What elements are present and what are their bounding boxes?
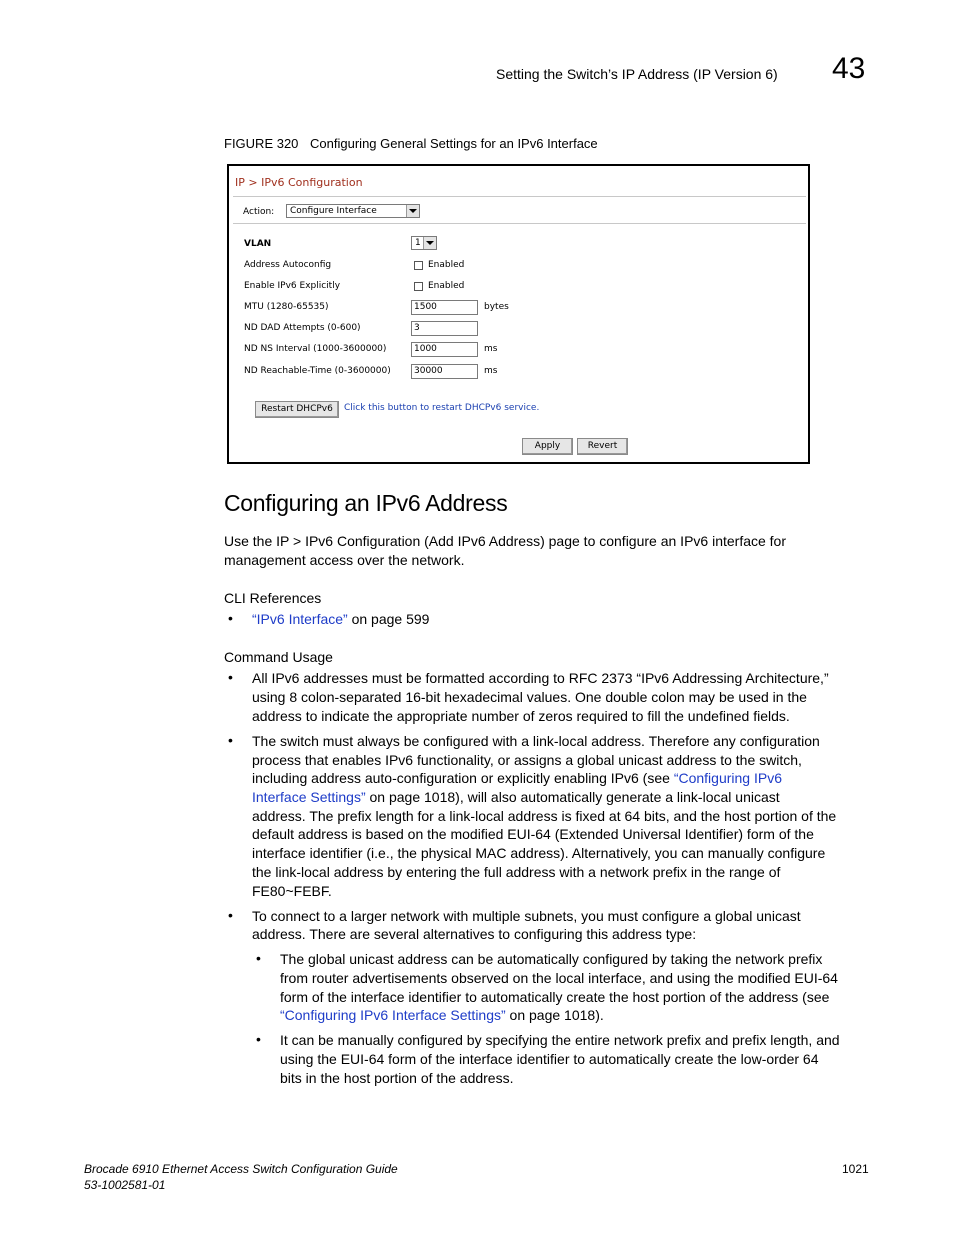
ns-interval-input[interactable]: 1000: [411, 342, 478, 357]
bullet-2-line-7: interface identifier (i.e., the physical MAC address). Alternatively, you can manually configure: [252, 845, 826, 861]
bullet-2-line-4: [252, 788, 780, 807]
bullet: •: [228, 610, 233, 626]
bullet-2-line-8: the link-local address by entering the full address with a network prefix in the range of: [252, 864, 781, 880]
sub-bullet-1-line-2: from router advertisements observed on the local interface, and using the modified EUI-64: [280, 970, 838, 986]
vlan-select[interactable]: [411, 236, 437, 250]
command-usage-heading: Command Usage: [224, 649, 333, 665]
section-heading: Configuring an IPv6 Address: [224, 490, 508, 516]
bullet-2-line-3: [252, 769, 782, 788]
explicit-checkbox[interactable]: [414, 282, 423, 291]
bullet-2-line-5: address. The prefix length for a link-local address is fixed at 64 bits, and the host portion of the: [252, 808, 837, 824]
bullet-2-line-4-text: on page 1018), will also automatically generate a link-local unicast: [365, 789, 780, 805]
reachable-time-unit: ms: [484, 366, 498, 376]
sub-bullet-1-line-4-text: on page 1018).: [505, 1007, 604, 1023]
ns-interval-unit: ms: [484, 344, 498, 354]
sub-bullet-1-line-1: The global unicast address can be automatically configured by taking the network prefix: [280, 951, 823, 967]
figure-label: FIGURE 320: [224, 136, 299, 151]
dad-label: ND DAD Attempts (0-600): [244, 323, 361, 333]
sub-bullet: •: [256, 1031, 261, 1047]
chapter-number: 43: [832, 52, 866, 85]
bullet-2-line-9: FE80~FEBF.: [252, 883, 332, 899]
apply-button[interactable]: Apply: [522, 438, 573, 455]
chevron-down-icon[interactable]: [406, 205, 419, 217]
vlan-select-value: 1: [415, 238, 421, 248]
autoconfig-label: Address Autoconfig: [244, 260, 332, 270]
bullet-2-line-3-text: including address auto-configuration or explicitly enabling IPv6 (see: [252, 770, 674, 786]
bullet: •: [228, 907, 233, 923]
bullet-2-line-6: default address is based on the modified EUI-64 (Extended Universal Identifier) form of the: [252, 826, 814, 842]
autoconfig-enabled-text: Enabled: [428, 260, 465, 270]
autoconfig-checkbox[interactable]: [414, 261, 423, 270]
bullet-2-line-2: process that enables IPv6 functionality, or assigns a global unicast address to the switch,: [252, 752, 802, 768]
dad-input[interactable]: 3: [411, 321, 478, 336]
footer-page-number: 1021: [842, 1162, 869, 1176]
sub-bullet: •: [256, 950, 261, 966]
intro-line-2: management access over the network.: [224, 552, 465, 568]
action-select[interactable]: [286, 204, 420, 218]
ui-page-title: IP > IPv6 Configuration: [235, 176, 363, 189]
sub-bullet-2-line-2: using the EUI-64 form of the interface identifier to automatically create the low-order 64: [280, 1051, 819, 1067]
restart-dhcpv6-button[interactable]: Restart DHCPv6: [255, 401, 339, 418]
explicit-enabled-text: Enabled: [428, 281, 465, 291]
cli-reference-page: on page 599: [347, 611, 430, 627]
ns-interval-label: ND NS Interval (1000-3600000): [244, 344, 387, 354]
cli-reference-item: [252, 610, 429, 629]
reachable-time-label: ND Reachable-Time (0-3600000): [244, 366, 391, 376]
configuring-ipv6-link-cont[interactable]: Interface Settings”: [252, 789, 366, 805]
sub-bullet-2-line-3: bits in the host portion of the address.: [280, 1070, 514, 1086]
sub-bullet-1-line-4: [280, 1006, 604, 1025]
cli-reference-link[interactable]: “IPv6 Interface”: [252, 611, 348, 627]
sub-bullet-2-line-1: It can be manually configured by specifying the entire network prefix and prefix length, and: [280, 1032, 840, 1048]
bullet: •: [228, 732, 233, 748]
action-select-value: Configure Interface: [290, 206, 377, 216]
footer-guide-title: Brocade 6910 Ethernet Access Switch Configuration Guide: [84, 1162, 398, 1176]
bullet-1-line-2: using 8 colon-separated 16-bit hexadecimal values. One double colon may be used in the: [252, 689, 807, 705]
mtu-unit: bytes: [484, 302, 509, 312]
reachable-time-input[interactable]: 30000: [411, 364, 478, 379]
bullet-2-line-1: The switch must always be configured with a link-local address. Therefore any configuration: [252, 733, 820, 749]
chevron-down-icon[interactable]: [423, 237, 436, 249]
bullet-3-line-1: To connect to a larger network with multiple subnets, you must configure a global unicast: [252, 908, 801, 924]
figure-caption-text: Configuring General Settings for an IPv6 Interface: [310, 136, 598, 151]
intro-line-1: Use the IP > IPv6 Configuration (Add IPv6 Address) page to configure an IPv6 interface for: [224, 533, 787, 549]
sub-bullet-1-line-3: form of the interface identifier to automatically create the host portion of the address (see: [280, 989, 830, 1005]
revert-button[interactable]: Revert: [577, 438, 628, 455]
bullet-1-line-1: All IPv6 addresses must be formatted according to RFC 2373 “IPv6 Addressing Architecture,”: [252, 670, 829, 686]
running-header-title: Setting the Switch’s IP Address (IP Version 6): [496, 66, 778, 82]
vlan-label: VLAN: [244, 239, 272, 249]
cli-references-heading: CLI References: [224, 590, 322, 606]
bullet-3-line-2: address. There are several alternatives to configuring this address type:: [252, 926, 697, 942]
ipv6-config-screenshot: [227, 164, 810, 464]
restart-hint: Click this button to restart DHCPv6 service.: [344, 403, 540, 413]
footer-doc-id: 53-1002581-01: [84, 1178, 166, 1192]
configuring-ipv6-link[interactable]: “Configuring IPv6: [673, 770, 782, 786]
explicit-label: Enable IPv6 Explicitly: [244, 281, 341, 291]
figure-caption: [224, 136, 598, 151]
action-label: Action:: [243, 207, 275, 217]
mtu-label: MTU (1280-65535): [244, 302, 329, 312]
divider: [233, 196, 806, 197]
bullet-1-line-3: address to indicate the appropriate number of zeros required to fill the undefined fields.: [252, 708, 790, 724]
configuring-ipv6-settings-link[interactable]: “Configuring IPv6 Interface Settings”: [280, 1007, 506, 1023]
mtu-input[interactable]: 1500: [411, 300, 478, 315]
bullet: •: [228, 669, 233, 685]
divider: [233, 223, 806, 224]
